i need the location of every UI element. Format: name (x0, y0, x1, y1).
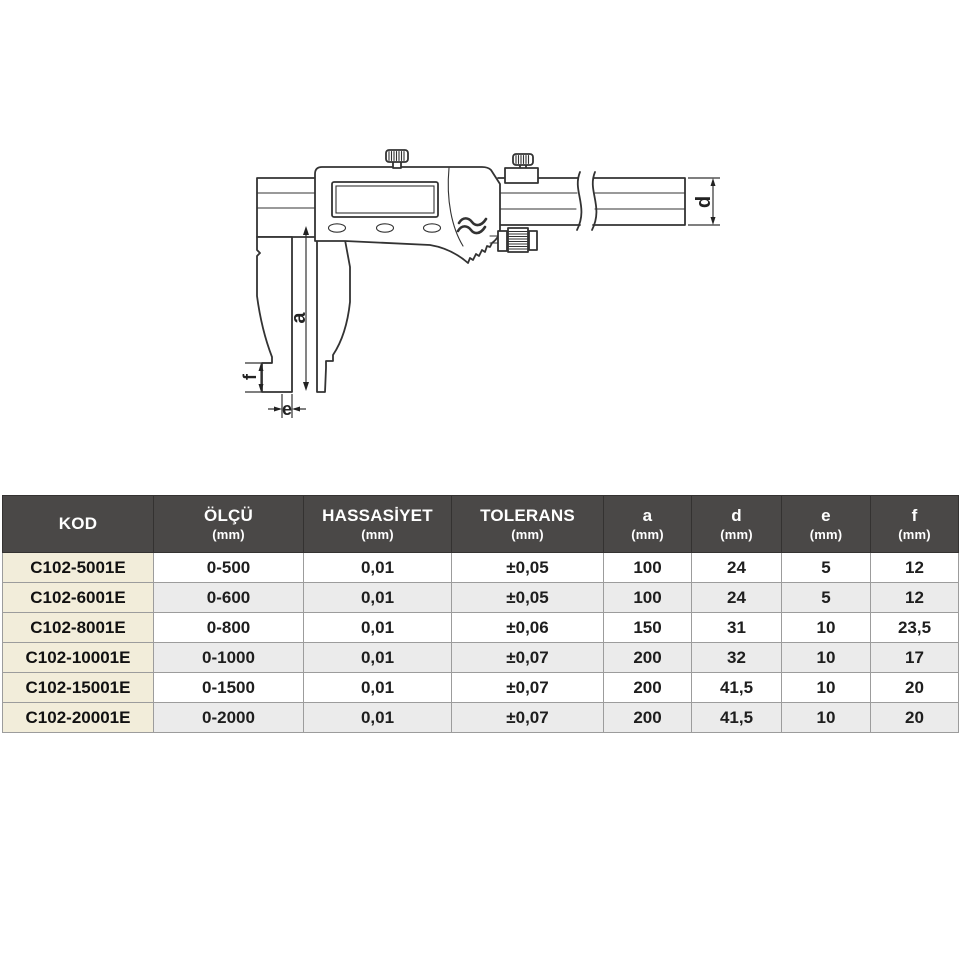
table-cell-kod: C102-10001E (3, 643, 154, 673)
table-row (3, 613, 959, 643)
col-header-unit: (mm) (212, 527, 245, 542)
table-cell: 5 (782, 553, 871, 583)
table-cell: 0-600 (154, 583, 304, 613)
table-cell: 41,5 (692, 673, 782, 703)
table-cell-kod: C102-15001E (3, 673, 154, 703)
table-cell: 150 (604, 613, 692, 643)
col-header-label: d (731, 506, 742, 525)
table-cell: ±0,07 (452, 643, 604, 673)
col-header-label: ÖLÇÜ (204, 506, 253, 525)
table-cell: 20 (871, 703, 959, 733)
col-header-unit: (mm) (511, 527, 544, 542)
table-cell: 10 (782, 703, 871, 733)
spec-table-header (3, 496, 959, 553)
col-header-label: HASSASİYET (322, 506, 433, 525)
table-cell: 10 (782, 613, 871, 643)
col-header-unit: (mm) (898, 527, 931, 542)
table-cell-kod: C102-8001E (3, 613, 154, 643)
col-header-kod (3, 496, 154, 553)
col-header-unit: (mm) (361, 527, 394, 542)
table-cell: 0-2000 (154, 703, 304, 733)
col-header-f (871, 496, 959, 553)
table-cell: 0-1000 (154, 643, 304, 673)
col-header-label: e (821, 506, 831, 525)
table-cell: 5 (782, 583, 871, 613)
table-cell: ±0,07 (452, 703, 604, 733)
table-cell: 0-800 (154, 613, 304, 643)
table-cell: 24 (692, 553, 782, 583)
table-row (3, 673, 959, 703)
table-cell: 0-1500 (154, 673, 304, 703)
dimension-f-label: f (240, 374, 260, 380)
table-cell-kod: C102-5001E (3, 553, 154, 583)
display-button (329, 224, 346, 232)
table-cell: 100 (604, 553, 692, 583)
col-header-label: a (642, 506, 653, 525)
table-cell: ±0,06 (452, 613, 604, 643)
col-header-unit: (mm) (809, 527, 843, 542)
spec-table (2, 495, 959, 733)
table-cell: 12 (871, 553, 959, 583)
table-row (3, 643, 959, 673)
table-cell: 32 (692, 643, 782, 673)
lcd-screen (332, 182, 438, 217)
table-cell: 0,01 (304, 583, 452, 613)
table-cell: 0,01 (304, 643, 452, 673)
dimension-e-label: e (281, 399, 293, 419)
table-cell: 0-500 (154, 553, 304, 583)
clamp-block (505, 154, 538, 183)
table-cell: 10 (782, 643, 871, 673)
table-cell: 41,5 (692, 703, 782, 733)
table-cell: 12 (871, 583, 959, 613)
table-cell: 24 (692, 583, 782, 613)
lock-screw-top (386, 150, 408, 168)
table-cell: ±0,05 (452, 553, 604, 583)
beam-break-line (577, 172, 581, 230)
col-header-label: TOLERANS (480, 506, 575, 525)
col-header-unit: (mm) (631, 527, 664, 542)
table-cell-kod: C102-20001E (3, 703, 154, 733)
beam-break-line (592, 172, 596, 230)
col-header-a (604, 496, 692, 553)
table-row (3, 553, 959, 583)
table-cell: 100 (604, 583, 692, 613)
table-cell: 0,01 (304, 553, 452, 583)
col-header-d (692, 496, 782, 553)
col-header-hassasiyet (304, 496, 452, 553)
dimension-a-label: a (288, 312, 310, 324)
table-cell: ±0,07 (452, 673, 604, 703)
table-cell: 200 (604, 703, 692, 733)
col-header-olcu (154, 496, 304, 553)
table-cell: 10 (782, 673, 871, 703)
col-header-unit: (mm) (720, 527, 753, 542)
table-cell: 0,01 (304, 673, 452, 703)
table-cell: 0,01 (304, 703, 452, 733)
sliding-jaw (317, 240, 350, 392)
table-row (3, 703, 959, 733)
col-header-e (782, 496, 871, 553)
table-cell: 23,5 (871, 613, 959, 643)
dimension-e (268, 394, 306, 419)
col-header-label: f (911, 506, 918, 525)
table-cell: 20 (871, 673, 959, 703)
display-button (377, 224, 394, 232)
table-cell: 200 (604, 643, 692, 673)
table-cell: 0,01 (304, 613, 452, 643)
table-row (3, 583, 959, 613)
table-cell: 17 (871, 643, 959, 673)
dimension-d (688, 178, 720, 225)
table-cell: ±0,05 (452, 583, 604, 613)
table-cell: 31 (692, 613, 782, 643)
dimension-d-label: d (693, 195, 715, 209)
col-header-tolerans (452, 496, 604, 553)
display-button (424, 224, 441, 232)
col-header-label: KOD (58, 513, 98, 533)
table-cell: 200 (604, 673, 692, 703)
table-cell-kod: C102-6001E (3, 583, 154, 613)
